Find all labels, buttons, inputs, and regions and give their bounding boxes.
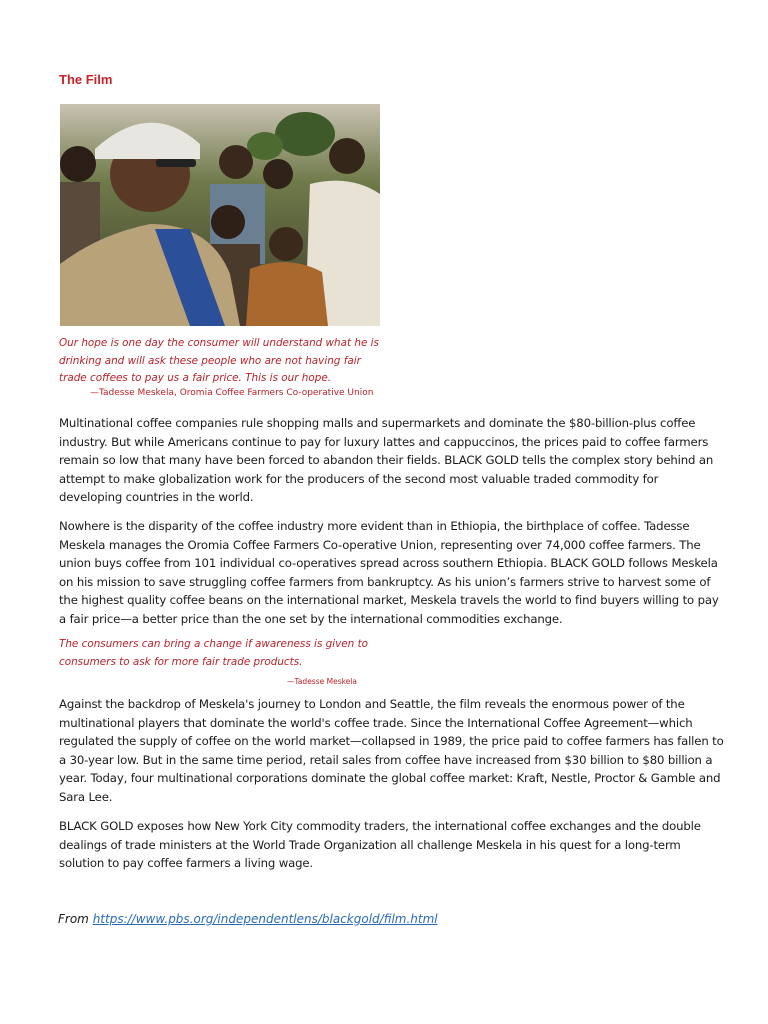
source-prefix: From — [58, 912, 93, 926]
paragraph-4: BLACK GOLD exposes how New York City commodity traders, the international coffee exchanges and the double dealings of trade ministers at the World Trade Organization all challenge Meskela in his quest for a long-term solution to pay coffee farmers a living wage. — [59, 819, 701, 870]
pull-quote-1: Our hope is one day the consumer will understand what he is drinking and will ask these people who are not having fair trade coffees to pay us a fair price. This is our hope. — [59, 337, 379, 384]
pull-quote-2: The consumers can bring a change if awareness is given to consumers to ask for more fair trade products. — [59, 638, 369, 668]
paragraph-3: Against the backdrop of Meskela's journey to London and Seattle, the film reveals the enormous power of the multinational players that dominate the world's coffee trade. Since the International Coffee Agreement—which regulated the supply of coffee on the world market—collapsed in 1989, the price paid to coffee farmers has fallen to a 30-year low. But in the same time period, retail sales from coffee have increased from $30 billion to $80 billion a year. Today, four multinational corporations dominate the global coffee market: Kraft, Nestle, Proctor & Gamble and Sara Lee. — [59, 697, 724, 804]
section-heading: The Film — [59, 72, 113, 87]
paragraph-2: Nowhere is the disparity of the coffee industry more evident than in Ethiopia, the birthplace of coffee. Tadesse Meskela manages the Oromia Coffee Farmers Co-operative Union, representing over 74,000 coffee farmers. The union buys coffee from 101 individual co-operatives spread across southern Ethiopia. BLACK GOLD follows Meskela on his mission to save struggling coffee farmers from bankruptcy. As his union’s farmers strive to harvest some of the highest quality coffee beans on the international market, Meskela travels the world to find buyers willing to pay a fair price—a better price than the one set by the international commodities exchange. — [59, 519, 719, 626]
paragraph-1: Multinational coffee companies rule shopping malls and supermarkets and dominate the $80-billion-plus coffee industry. But while Americans continue to pay for luxury lattes and cappuccinos, the prices paid to coffee farmers remain so low that many have been forced to abandon their fields. BLACK GOLD tells the complex story behind an attempt to make globalization work for the producers of the second most valuable traded commodity for developing countries in the world. — [59, 416, 714, 504]
pull-quote-1-attribution: —Tadesse Meskela, Oromia Coffee Farmers Co-operative Union — [90, 388, 374, 398]
coffee-farmers-photo — [60, 104, 380, 326]
source-line — [58, 912, 438, 926]
pull-quote-2-attribution: —Tadesse Meskela — [287, 677, 357, 686]
source-link[interactable]: https://www.pbs.org/independentlens/blackgold/film.html — [92, 912, 438, 926]
